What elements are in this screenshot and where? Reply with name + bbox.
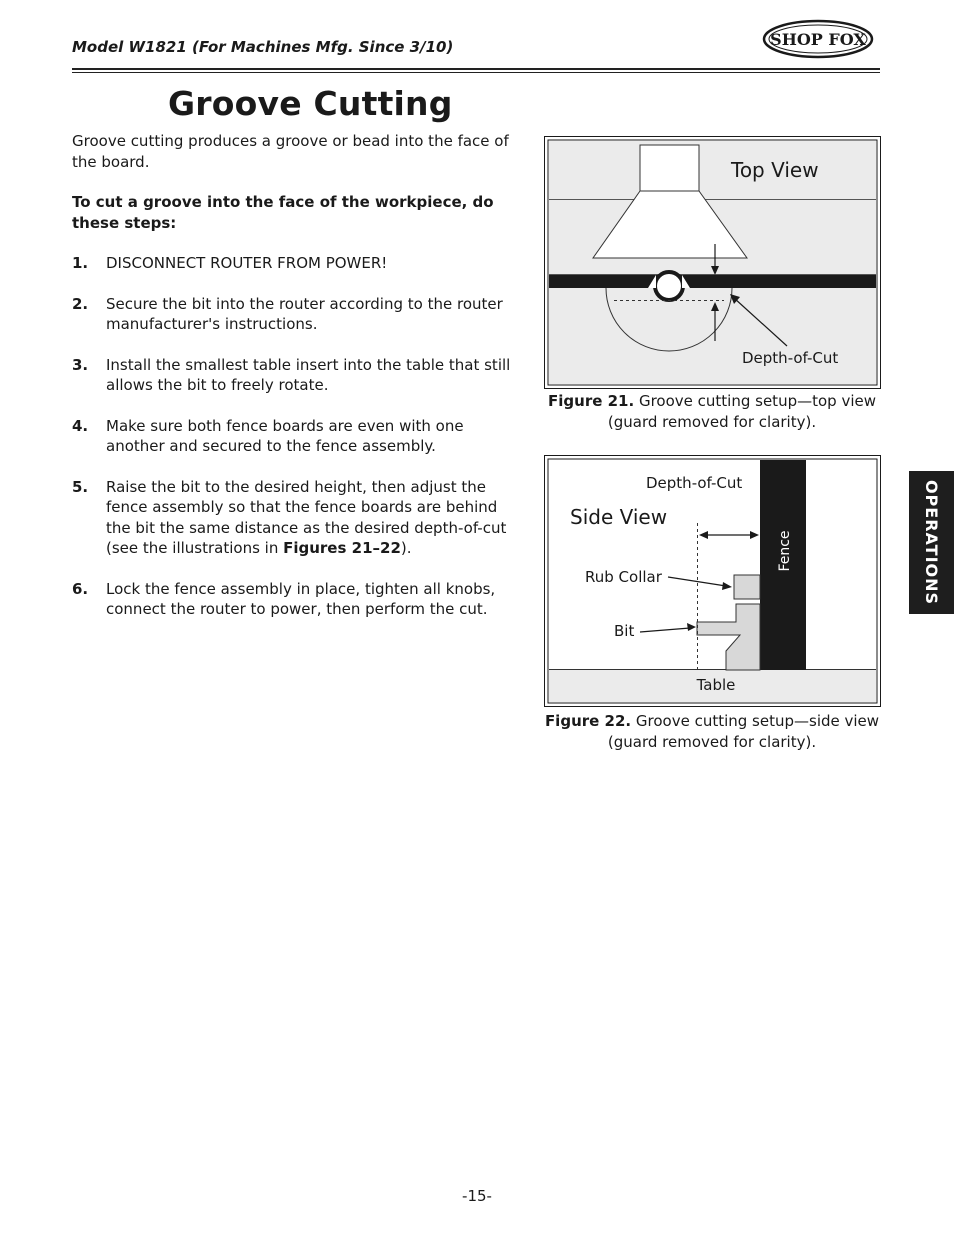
page-title: Groove Cutting (168, 84, 453, 123)
intro-paragraph: Groove cutting produces a groove or bead into the face of the board. (72, 132, 509, 171)
step-text: Make sure both fence boards are even with one another and secured to the fence assembly. (106, 416, 464, 455)
step-item (72, 294, 520, 335)
step-item (72, 253, 520, 274)
fence-bar (549, 275, 876, 288)
side-tab-label: OPERATIONS (922, 479, 942, 606)
figure-21-top-view (544, 136, 881, 389)
body-text-column (72, 131, 520, 640)
step-number: 1. (72, 254, 89, 272)
step-item (72, 416, 520, 457)
step-text: Lock the fence assembly in place, tighten all knobs, connect the router to power, then perform the cut. (106, 579, 496, 618)
step-text: DISCONNECT ROUTER FROM POWER! (106, 254, 388, 272)
logo-text: SHOP FOX (770, 30, 866, 49)
figure-22-caption (537, 711, 887, 752)
step-number: 2. (72, 294, 89, 313)
step-text: Install the smallest table insert into the table that still allows the bit to freely rotate. (106, 355, 511, 394)
figure-21-caption-label: Figure 21. (548, 392, 635, 410)
rub-collar-shape (734, 575, 760, 599)
step-number: 4. (72, 416, 89, 435)
depth-of-cut-label: Depth-of-Cut (742, 349, 839, 367)
bit-label: Bit (614, 622, 635, 640)
figures-reference: Figures 21–22 (283, 539, 401, 557)
side-view-label: Side View (570, 505, 668, 529)
header-model-text: Model W1821 (For Machines Mfg. Since 3/10) (72, 38, 454, 56)
figure-21-caption (537, 391, 887, 432)
step-text: Secure the bit into the router according to the router manufacturer's instructions. (106, 294, 503, 333)
router-bit-circle (655, 272, 683, 300)
step-item (72, 355, 520, 396)
figure-22-caption-text: Groove cutting setup—side view (guard removed for clarity). (607, 712, 880, 751)
steps-list (72, 253, 520, 620)
depth-of-cut-label: Depth-of-Cut (646, 474, 743, 492)
figure-22-side-view (544, 455, 881, 707)
step-item (72, 579, 520, 620)
router-motor-block (640, 145, 699, 191)
step-item (72, 477, 520, 559)
step-text (106, 477, 520, 559)
step-number: 3. (72, 355, 89, 374)
step-number: 6. (72, 579, 89, 598)
step-number: 5. (72, 477, 89, 496)
figure-21-caption-text: Groove cutting setup—top view (guard removed for clarity). (607, 392, 876, 431)
shop-fox-logo (762, 18, 874, 60)
table-label: Table (696, 676, 736, 694)
fence-label: Fence (777, 530, 793, 572)
step-text-before: Raise the bit to the desired height, then adjust the fence assembly so that the fence boards are behind the bit the same distance as the desired depth-of-cut (see the illustrations in (106, 477, 507, 557)
header-rule-thin (72, 72, 880, 73)
header-rule-thick (72, 68, 880, 70)
step-text-after: ). (400, 539, 412, 557)
operations-side-tab (909, 471, 954, 614)
page-number: -15- (462, 1187, 492, 1205)
steps-intro: To cut a groove into the face of the workpiece, do these steps: (72, 193, 494, 232)
rub-collar-label: Rub Collar (585, 568, 662, 586)
top-view-label: Top View (731, 158, 819, 182)
figure-22-caption-label: Figure 22. (544, 712, 632, 730)
